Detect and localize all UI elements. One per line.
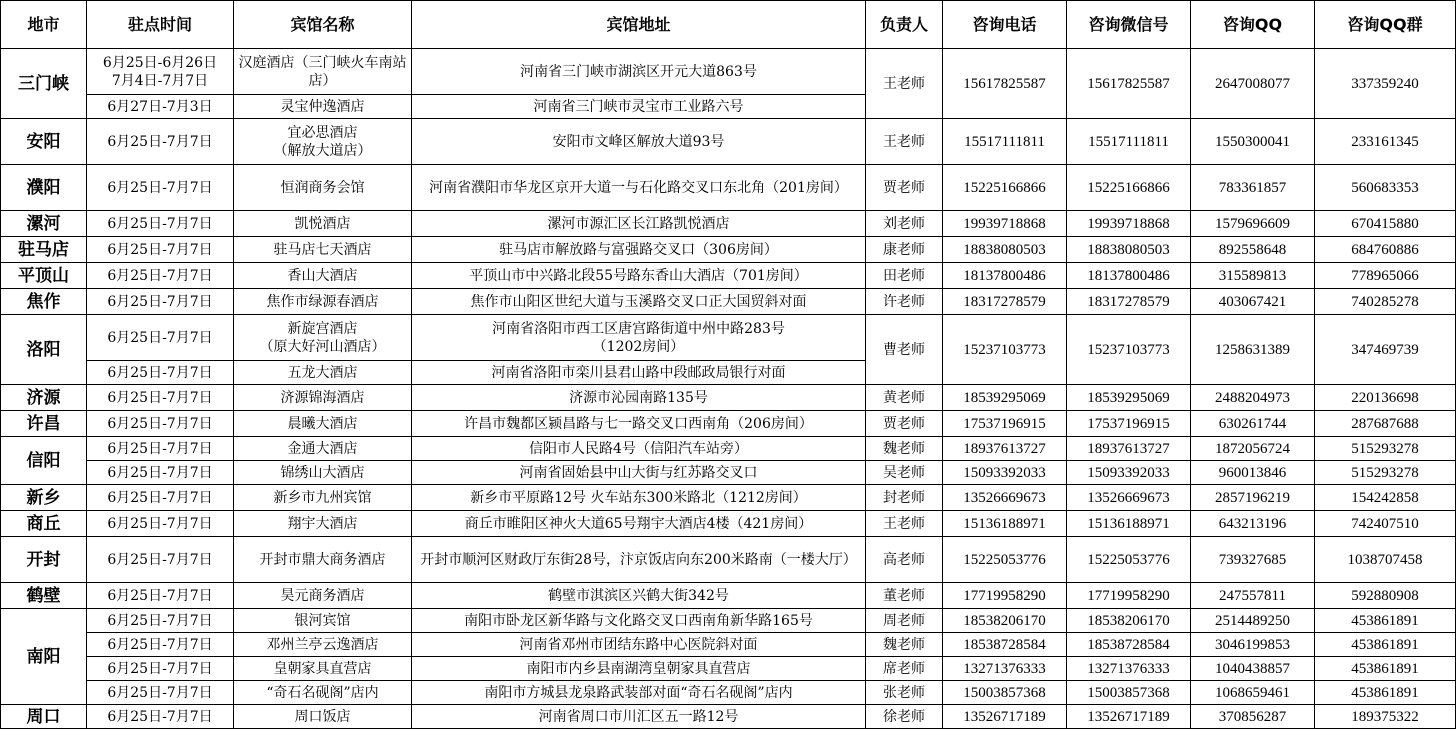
period-cell: 6月25日-7月7日 bbox=[87, 237, 234, 263]
qq-cell: 370856287 bbox=[1191, 705, 1315, 729]
period-cell: 6月25日-7月7日 bbox=[87, 361, 234, 385]
address-cell: 河南省三门峡市灵宝市工业路六号 bbox=[412, 95, 866, 119]
hotel-cell: 香山大酒店 bbox=[234, 263, 412, 289]
qq-cell: 1872056724 bbox=[1191, 437, 1315, 461]
city-cell: 鹤壁 bbox=[1, 583, 87, 609]
phone-cell: 15136188971 bbox=[943, 511, 1067, 537]
city-cell: 商丘 bbox=[1, 511, 87, 537]
table-row bbox=[1, 411, 1456, 437]
address-text: 河南省洛阳市西工区唐宫路街道中州中路283号 （1202房间） bbox=[492, 320, 785, 355]
header-city: 地市 bbox=[1, 1, 87, 49]
qq-cell: 630261744 bbox=[1191, 411, 1315, 437]
contact-cell: 魏老师 bbox=[866, 633, 943, 657]
address-cell: 焦作市山阳区世纪大道与玉溪路交叉口正大国贸斜对面 bbox=[412, 289, 866, 315]
wechat-cell: 18137800486 bbox=[1067, 263, 1191, 289]
wechat-cell: 13271376333 bbox=[1067, 657, 1191, 681]
hotel-cell bbox=[234, 315, 412, 361]
address-cell: 南阳市内乡县南湖湾皇朝家具直营店 bbox=[412, 657, 866, 681]
qqgroup-cell: 670415880 bbox=[1315, 211, 1456, 237]
phone-cell: 13526717189 bbox=[943, 705, 1067, 729]
phone-cell: 15617825587 bbox=[943, 49, 1067, 119]
qq-cell: 2647008077 bbox=[1191, 49, 1315, 119]
contact-cell: 康老师 bbox=[866, 237, 943, 263]
city-cell: 许昌 bbox=[1, 411, 87, 437]
phone-cell: 17537196915 bbox=[943, 411, 1067, 437]
address-cell: 河南省固始县中山大街与红苏路交叉口 bbox=[412, 461, 866, 485]
qq-cell: 1550300041 bbox=[1191, 119, 1315, 165]
phone-cell: 18937613727 bbox=[943, 437, 1067, 461]
wechat-cell: 15225166866 bbox=[1067, 165, 1191, 211]
phone-cell: 17719958290 bbox=[943, 583, 1067, 609]
phone-cell: 18538206170 bbox=[943, 609, 1067, 633]
period-cell: 6月27日-7月3日 bbox=[87, 95, 234, 119]
qqgroup-cell: 778965066 bbox=[1315, 263, 1456, 289]
qqgroup-cell: 233161345 bbox=[1315, 119, 1456, 165]
hotel-cell: 晨曦大酒店 bbox=[234, 411, 412, 437]
qqgroup-cell: 220136698 bbox=[1315, 385, 1456, 411]
header-address: 宾馆地址 bbox=[412, 1, 866, 49]
period-cell: 6月25日-7月7日 bbox=[87, 263, 234, 289]
city-cell: 洛阳 bbox=[1, 315, 87, 385]
wechat-cell: 15093392033 bbox=[1067, 461, 1191, 485]
hotel-cell: 邓州兰亭云逸酒店 bbox=[234, 633, 412, 657]
city-cell: 三门峡 bbox=[1, 49, 87, 119]
phone-cell: 18137800486 bbox=[943, 263, 1067, 289]
header-period: 驻点时间 bbox=[87, 1, 234, 49]
qqgroup-cell: 515293278 bbox=[1315, 461, 1456, 485]
phone-cell: 18317278579 bbox=[943, 289, 1067, 315]
address-cell: 开封市顺河区财政厅东街28号，汴京饭店向东200米路南（一楼大厅） bbox=[412, 537, 866, 583]
table-row bbox=[1, 289, 1456, 315]
hotel-cell: 济源锦海酒店 bbox=[234, 385, 412, 411]
wechat-cell: 13526717189 bbox=[1067, 705, 1191, 729]
wechat-cell: 19939718868 bbox=[1067, 211, 1191, 237]
period-cell: 6月25日-7月7日 bbox=[87, 681, 234, 705]
contact-cell: 吴老师 bbox=[866, 461, 943, 485]
city-cell: 安阳 bbox=[1, 119, 87, 165]
header-hotel: 宾馆名称 bbox=[234, 1, 412, 49]
table-row bbox=[1, 119, 1456, 165]
city-cell: 南阳 bbox=[1, 609, 87, 705]
contact-cell: 许老师 bbox=[866, 289, 943, 315]
table-row bbox=[1, 263, 1456, 289]
qqgroup-cell: 1038707458 bbox=[1315, 537, 1456, 583]
period-cell: 6月25日-7月7日 bbox=[87, 633, 234, 657]
address-cell: 信阳市人民路4号（信阳汽车站旁） bbox=[412, 437, 866, 461]
period-cell: 6月25日-7月7日 bbox=[87, 485, 234, 511]
address-cell: 河南省三门峡市湖滨区开元大道863号 bbox=[412, 49, 866, 95]
hotel-cell: 锦绣山大酒店 bbox=[234, 461, 412, 485]
qq-cell: 2857196219 bbox=[1191, 485, 1315, 511]
wechat-cell: 13526669673 bbox=[1067, 485, 1191, 511]
header-phone: 咨询电话 bbox=[943, 1, 1067, 49]
address-cell: 新乡市平原路12号 火车站东300米路北（1212房间） bbox=[412, 485, 866, 511]
address-cell: 鹤壁市淇滨区兴鹤大街342号 bbox=[412, 583, 866, 609]
qqgroup-cell: 287687688 bbox=[1315, 411, 1456, 437]
qq-cell: 315589813 bbox=[1191, 263, 1315, 289]
address-cell: 安阳市文峰区解放大道93号 bbox=[412, 119, 866, 165]
period-cell: 6月25日-7月7日 bbox=[87, 511, 234, 537]
wechat-cell: 18538206170 bbox=[1067, 609, 1191, 633]
period-cell: 6月25日-7月7日 bbox=[87, 705, 234, 729]
period-cell bbox=[87, 49, 234, 95]
qq-cell: 892558648 bbox=[1191, 237, 1315, 263]
period-cell: 6月25日-7月7日 bbox=[87, 119, 234, 165]
period-cell: 6月25日-7月7日 bbox=[87, 385, 234, 411]
period-cell: 6月25日-7月7日 bbox=[87, 609, 234, 633]
hotel-cell: 开封市鼎大商务酒店 bbox=[234, 537, 412, 583]
table-row bbox=[1, 237, 1456, 263]
city-cell: 平顶山 bbox=[1, 263, 87, 289]
hotel-cell: 周口饭店 bbox=[234, 705, 412, 729]
qq-cell: 1040438857 bbox=[1191, 657, 1315, 681]
address-cell: 河南省濮阳市华龙区京开大道一与石化路交叉口东北角（201房间） bbox=[412, 165, 866, 211]
table-row bbox=[1, 633, 1456, 657]
qqgroup-cell: 453861891 bbox=[1315, 657, 1456, 681]
phone-cell: 15093392033 bbox=[943, 461, 1067, 485]
wechat-cell: 18838080503 bbox=[1067, 237, 1191, 263]
qqgroup-cell: 453861891 bbox=[1315, 681, 1456, 705]
hotel-cell: 金通大酒店 bbox=[234, 437, 412, 461]
qqgroup-cell: 453861891 bbox=[1315, 609, 1456, 633]
period-cell: 6月25日-7月7日 bbox=[87, 289, 234, 315]
phone-cell: 13526669673 bbox=[943, 485, 1067, 511]
qq-cell: 1258631389 bbox=[1191, 315, 1315, 385]
city-cell: 驻马店 bbox=[1, 237, 87, 263]
wechat-cell: 15003857368 bbox=[1067, 681, 1191, 705]
qqgroup-cell: 742407510 bbox=[1315, 511, 1456, 537]
phone-cell: 15237103773 bbox=[943, 315, 1067, 385]
wechat-cell: 15136188971 bbox=[1067, 511, 1191, 537]
address-cell: 商丘市睢阳区神火大道65号翔宇大酒店4楼（421房间） bbox=[412, 511, 866, 537]
address-cell: 河南省周口市川汇区五一路12号 bbox=[412, 705, 866, 729]
wechat-cell: 18317278579 bbox=[1067, 289, 1191, 315]
contact-cell: 贾老师 bbox=[866, 411, 943, 437]
qqgroup-cell: 740285278 bbox=[1315, 289, 1456, 315]
address-cell: 漯河市源汇区长江路凯悦酒店 bbox=[412, 211, 866, 237]
wechat-cell: 15617825587 bbox=[1067, 49, 1191, 119]
contact-cell: 刘老师 bbox=[866, 211, 943, 237]
phone-cell: 15517111811 bbox=[943, 119, 1067, 165]
city-cell: 新乡 bbox=[1, 485, 87, 511]
header-row bbox=[1, 1, 1456, 49]
period-text: 6月25日-6月26日 7月4日-7月7日 bbox=[102, 54, 218, 89]
phone-cell: 18838080503 bbox=[943, 237, 1067, 263]
hotel-cell bbox=[234, 119, 412, 165]
hotel-text: 新旋宫酒店 （原大好河山酒店） bbox=[259, 320, 386, 355]
table-row bbox=[1, 511, 1456, 537]
address-cell bbox=[412, 315, 866, 361]
qqgroup-cell: 515293278 bbox=[1315, 437, 1456, 461]
address-cell: 南阳市卧龙区新华路与文化路交叉口西南角新华路165号 bbox=[412, 609, 866, 633]
address-cell: 河南省洛阳市栾川县君山路中段邮政局银行对面 bbox=[412, 361, 866, 385]
address-cell: 济源市沁园南路135号 bbox=[412, 385, 866, 411]
contact-cell: 周老师 bbox=[866, 609, 943, 633]
qq-cell: 1068659461 bbox=[1191, 681, 1315, 705]
wechat-cell: 17537196915 bbox=[1067, 411, 1191, 437]
qq-cell: 739327685 bbox=[1191, 537, 1315, 583]
qqgroup-cell: 453861891 bbox=[1315, 633, 1456, 657]
period-cell: 6月25日-7月7日 bbox=[87, 583, 234, 609]
qqgroup-cell: 189375322 bbox=[1315, 705, 1456, 729]
hotel-cell: “奇石名砚阁”店内 bbox=[234, 681, 412, 705]
table-row bbox=[1, 681, 1456, 705]
wechat-cell: 18937613727 bbox=[1067, 437, 1191, 461]
qqgroup-cell: 154242858 bbox=[1315, 485, 1456, 511]
table-row bbox=[1, 705, 1456, 729]
hotel-cell: 汉庭酒店（三门峡火车南站店） bbox=[234, 49, 412, 95]
table-row bbox=[1, 609, 1456, 633]
qq-cell: 2514489250 bbox=[1191, 609, 1315, 633]
contact-cell: 曹老师 bbox=[866, 315, 943, 385]
table-row bbox=[1, 461, 1456, 485]
wechat-cell: 18538728584 bbox=[1067, 633, 1191, 657]
city-cell: 周口 bbox=[1, 705, 87, 729]
contact-cell: 魏老师 bbox=[866, 437, 943, 461]
address-cell: 河南省邓州市团结东路中心医院斜对面 bbox=[412, 633, 866, 657]
contact-cell: 董老师 bbox=[866, 583, 943, 609]
hotel-cell: 皇朝家具直营店 bbox=[234, 657, 412, 681]
qq-cell: 403067421 bbox=[1191, 289, 1315, 315]
hotel-cell: 翔宇大酒店 bbox=[234, 511, 412, 537]
city-cell: 焦作 bbox=[1, 289, 87, 315]
qqgroup-cell: 560683353 bbox=[1315, 165, 1456, 211]
hotel-cell: 新乡市九州宾馆 bbox=[234, 485, 412, 511]
city-cell: 漯河 bbox=[1, 211, 87, 237]
wechat-cell: 15225053776 bbox=[1067, 537, 1191, 583]
contact-cell: 黄老师 bbox=[866, 385, 943, 411]
qqgroup-cell: 337359240 bbox=[1315, 49, 1456, 119]
contact-cell: 王老师 bbox=[866, 511, 943, 537]
city-cell: 濮阳 bbox=[1, 165, 87, 211]
period-cell: 6月25日-7月7日 bbox=[87, 315, 234, 361]
hotel-cell: 驻马店七天酒店 bbox=[234, 237, 412, 263]
table-row bbox=[1, 211, 1456, 237]
qq-cell: 2488204973 bbox=[1191, 385, 1315, 411]
table-row bbox=[1, 437, 1456, 461]
header-qqgroup: 咨询QQ群 bbox=[1315, 1, 1456, 49]
phone-cell: 19939718868 bbox=[943, 211, 1067, 237]
contact-cell: 田老师 bbox=[866, 263, 943, 289]
header-contact: 负责人 bbox=[866, 1, 943, 49]
phone-cell: 18539295069 bbox=[943, 385, 1067, 411]
qq-cell: 1579696609 bbox=[1191, 211, 1315, 237]
hotel-cell: 凯悦酒店 bbox=[234, 211, 412, 237]
wechat-cell: 18539295069 bbox=[1067, 385, 1191, 411]
contact-cell: 席老师 bbox=[866, 657, 943, 681]
table-row bbox=[1, 49, 1456, 95]
period-cell: 6月25日-7月7日 bbox=[87, 211, 234, 237]
period-cell: 6月25日-7月7日 bbox=[87, 411, 234, 437]
table-row bbox=[1, 537, 1456, 583]
hotel-text: 宜必思酒店 （解放大道店） bbox=[273, 124, 372, 159]
qqgroup-cell: 347469739 bbox=[1315, 315, 1456, 385]
table-row bbox=[1, 315, 1456, 361]
hotel-cell: 银河宾馆 bbox=[234, 609, 412, 633]
wechat-cell: 17719958290 bbox=[1067, 583, 1191, 609]
city-cell: 开封 bbox=[1, 537, 87, 583]
wechat-cell: 15517111811 bbox=[1067, 119, 1191, 165]
city-cell: 信阳 bbox=[1, 437, 87, 485]
contact-cell: 王老师 bbox=[866, 49, 943, 119]
address-cell: 驻马店市解放路与富强路交叉口（306房间） bbox=[412, 237, 866, 263]
header-wechat: 咨询微信号 bbox=[1067, 1, 1191, 49]
address-cell: 平顶山市中兴路北段55号路东香山大酒店（701房间） bbox=[412, 263, 866, 289]
period-cell: 6月25日-7月7日 bbox=[87, 461, 234, 485]
address-cell: 南阳市方城县龙泉路武装部对面“奇石名砚阁”店内 bbox=[412, 681, 866, 705]
hotel-cell: 焦作市绿源春酒店 bbox=[234, 289, 412, 315]
table-row bbox=[1, 385, 1456, 411]
hotel-cell: 恒润商务会馆 bbox=[234, 165, 412, 211]
phone-cell: 15225166866 bbox=[943, 165, 1067, 211]
contact-cell: 张老师 bbox=[866, 681, 943, 705]
contact-cell: 高老师 bbox=[866, 537, 943, 583]
qq-cell: 960013846 bbox=[1191, 461, 1315, 485]
contact-cell: 徐老师 bbox=[866, 705, 943, 729]
qq-cell: 783361857 bbox=[1191, 165, 1315, 211]
qq-cell: 643213196 bbox=[1191, 511, 1315, 537]
period-cell: 6月25日-7月7日 bbox=[87, 537, 234, 583]
qq-cell: 3046199853 bbox=[1191, 633, 1315, 657]
contact-cell: 王老师 bbox=[866, 119, 943, 165]
qqgroup-cell: 592880908 bbox=[1315, 583, 1456, 609]
hotel-cell: 五龙大酒店 bbox=[234, 361, 412, 385]
period-cell: 6月25日-7月7日 bbox=[87, 437, 234, 461]
period-cell: 6月25日-7月7日 bbox=[87, 657, 234, 681]
table-row bbox=[1, 657, 1456, 681]
table-row bbox=[1, 583, 1456, 609]
period-cell: 6月25日-7月7日 bbox=[87, 165, 234, 211]
qq-cell: 247557811 bbox=[1191, 583, 1315, 609]
phone-cell: 18538728584 bbox=[943, 633, 1067, 657]
wechat-cell: 15237103773 bbox=[1067, 315, 1191, 385]
qqgroup-cell: 684760886 bbox=[1315, 237, 1456, 263]
phone-cell: 15225053776 bbox=[943, 537, 1067, 583]
hotel-cell: 昊元商务酒店 bbox=[234, 583, 412, 609]
phone-cell: 15003857368 bbox=[943, 681, 1067, 705]
table-row bbox=[1, 485, 1456, 511]
header-qq: 咨询QQ bbox=[1191, 1, 1315, 49]
phone-cell: 13271376333 bbox=[943, 657, 1067, 681]
city-cell: 济源 bbox=[1, 385, 87, 411]
contact-cell: 贾老师 bbox=[866, 165, 943, 211]
contact-cell: 封老师 bbox=[866, 485, 943, 511]
hotel-cell: 灵宝仲逸酒店 bbox=[234, 95, 412, 119]
table-row bbox=[1, 165, 1456, 211]
address-cell: 许昌市魏都区颍昌路与七一路交叉口西南角（206房间） bbox=[412, 411, 866, 437]
